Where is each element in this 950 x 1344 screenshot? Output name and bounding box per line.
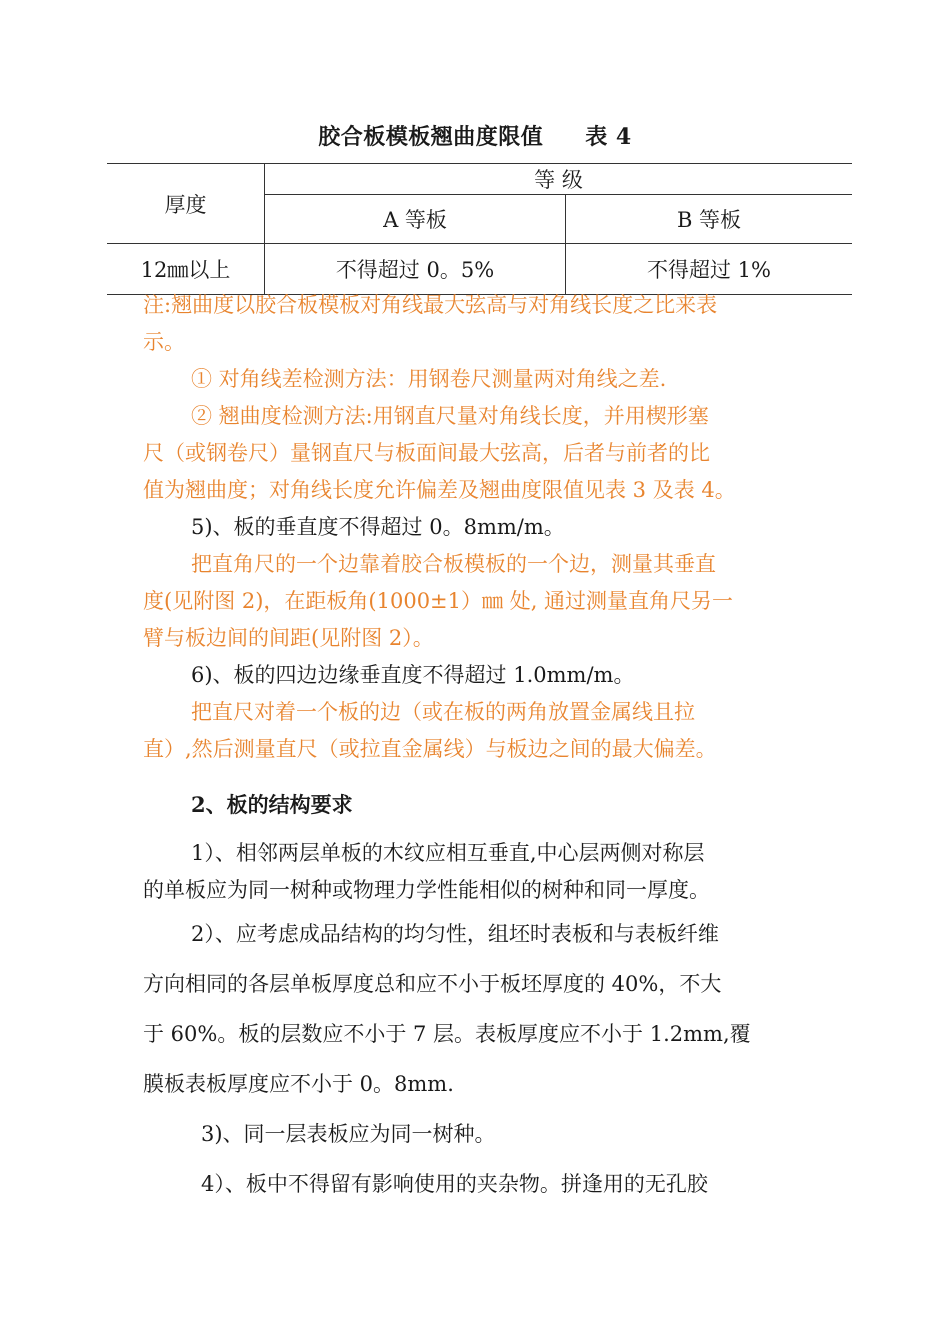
thickness-cell: 12㎜以上 xyxy=(107,244,265,295)
method1-text: ① 对角线差检测方法：用钢卷尺测量两对角线之差. xyxy=(191,367,667,391)
warp-limit-table xyxy=(107,163,852,295)
section2 xyxy=(143,785,808,1209)
item6-method-line: 直）,然后测量直尺（或拉直金属线）与板边之间的最大偏差。 xyxy=(143,737,717,761)
grade-a-value: 不得超过 0。5% xyxy=(265,244,566,295)
item5-text: 5)、板的垂直度不得超过 0。8mm/m。 xyxy=(191,515,565,539)
item6-text: 6)、板的四边边缘垂直度不得超过 1.0mm/m。 xyxy=(191,663,635,687)
req2-line: 膜板表板厚度应不小于 0。8mm. xyxy=(143,1072,454,1096)
grade-a-header: A 等板 xyxy=(265,195,566,244)
grade-b-value: 不得超过 1% xyxy=(566,244,853,295)
grade-b-header: B 等板 xyxy=(566,195,853,244)
item5-method-line: 把直角尺的一个边靠着胶合板模板的一个边，测量其垂直 xyxy=(191,552,716,576)
item5-method-line: 度(见附图 2)，在距板角(1000±1）㎜ 处, 通过测量直角尺另一 xyxy=(143,589,734,613)
req2-line: 2）、应考虑成品结构的均匀性，组坯时表板和与表板纤维 xyxy=(191,922,719,946)
note-line: 示。 xyxy=(143,330,185,354)
grade-header: 等 级 xyxy=(265,164,853,195)
thickness-header: 厚度 xyxy=(107,164,265,244)
req4-text: 4）、板中不得留有影响使用的夹杂物。拼逢用的无孔胶 xyxy=(201,1172,708,1196)
note-line: 注:翘曲度以胶合板模板对角线最大弦高与对角线长度之比来表 xyxy=(143,293,718,317)
method2-line: ② 翘曲度检测方法:用钢直尺量对角线长度，并用楔形塞 xyxy=(191,404,709,428)
table-title xyxy=(0,120,950,151)
method2-line: 尺（或钢卷尺）量钢直尺与板面间最大弦高，后者与前者的比 xyxy=(143,441,710,465)
method2-line: 值为翘曲度；对角线长度允许偏差及翘曲度限值见表 3 及表 4。 xyxy=(143,478,736,502)
item6-method-line: 把直尺对着一个板的边（或在板的两角放置金属线且拉 xyxy=(191,700,695,724)
req2-line: 方向相同的各层单板厚度总和应不小于板坯厚度的 40%，不大 xyxy=(143,972,722,996)
table-number: 表 4 xyxy=(585,124,632,150)
body-text xyxy=(143,287,808,768)
req1-line: 的单板应为同一树种或物理力学性能相似的树种和同一厚度。 xyxy=(143,878,710,902)
item5-method-line: 臂与板边间的间距(见附图 2）。 xyxy=(143,626,434,650)
section2-heading: 2、板的结构要求 xyxy=(191,792,353,817)
req2-line: 于 60%。板的层数应不小于 7 层。表板厚度应不小于 1.2mm,覆 xyxy=(143,1022,751,1046)
req3-text: 3)、同一层表板应为同一树种。 xyxy=(201,1122,496,1146)
req1-line: 1）、相邻两层单板的木纹应相互垂直,中心层两侧对称层 xyxy=(191,841,705,865)
table-title-text: 胶合板模板翘曲度限值 xyxy=(318,124,544,150)
